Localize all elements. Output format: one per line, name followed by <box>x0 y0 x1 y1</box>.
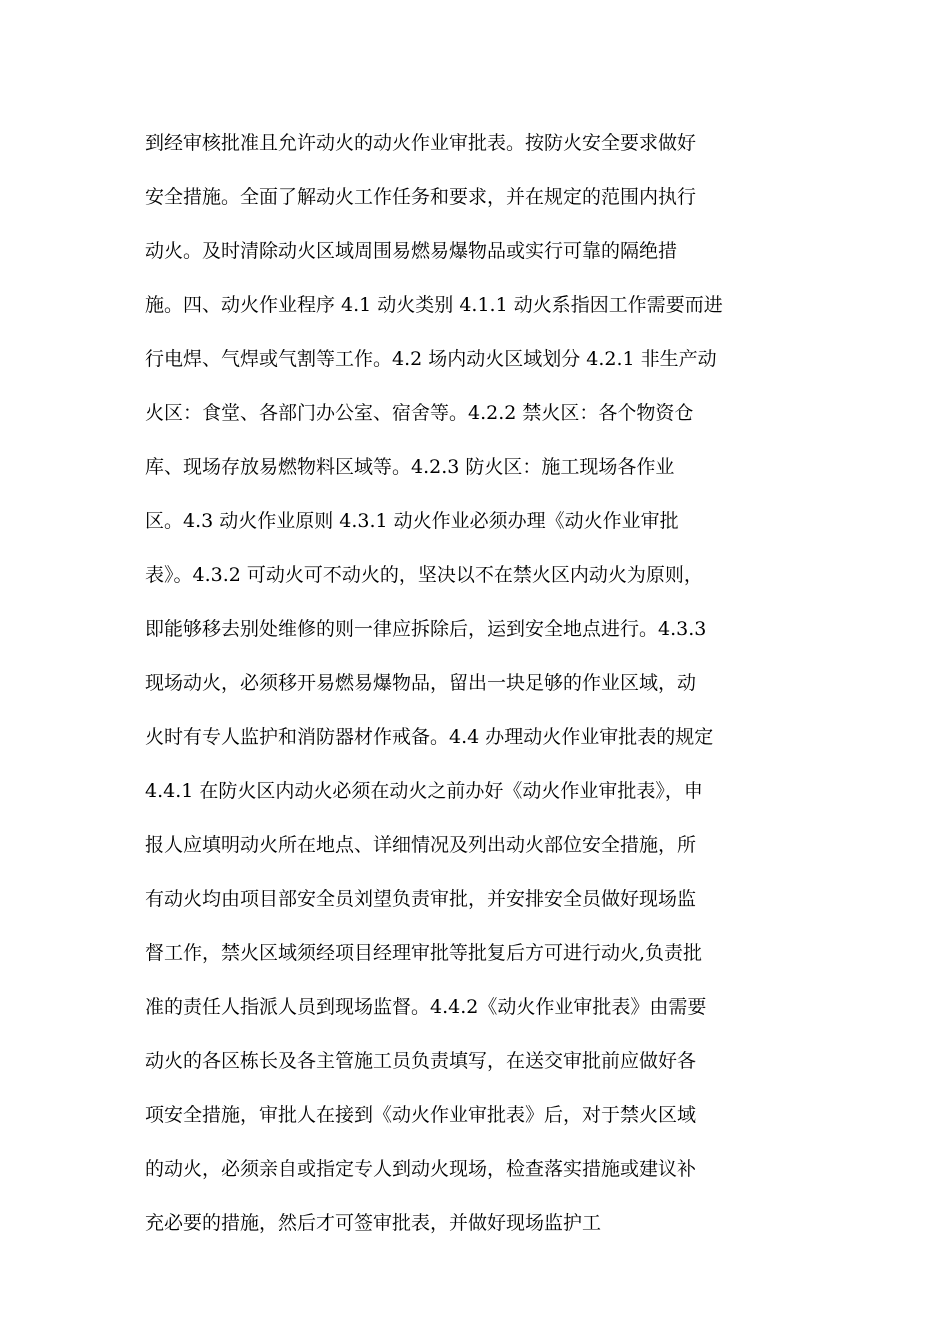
text-line-2: 安全措施。全面了解动火工作任务和要求，并在规定的范围内执行 <box>145 186 697 208</box>
text-line-3: 动火。及时清除动火区域周围易燃易爆物品或实行可靠的隔绝措 <box>145 240 678 262</box>
text-line-11: 现场动火，必须移开易燃易爆物品，留出一块足够的作业区域，动 <box>145 672 697 694</box>
text-line-6: 火区：食堂、各部门办公室、宿舍等。4.2.2 禁火区：各个物资仓 <box>145 402 694 424</box>
text-line-1: 到经审核批准且允许动火的动火作业审批表。按防火安全要求做好 <box>145 132 697 154</box>
text-line-4: 施。四、动火作业程序 4.1 动火类别 4.1.1 动火系指因工作需要而进 <box>145 294 723 316</box>
text-line-15: 有动火均由项目部安全员刘望负责审批，并安排安全员做好现场监 <box>145 888 697 910</box>
text-line-16: 督工作，禁火区域须经项目经理审批等批复后方可进行动火,负责批 <box>145 942 703 964</box>
text-line-14: 报人应填明动火所在地点、详细情况及列出动火部位安全措施，所 <box>145 834 697 856</box>
text-line-8: 区。4.3 动火作业原则 4.3.1 动火作业必须办理《动火作业审批 <box>145 510 679 532</box>
body-text <box>145 116 815 1250</box>
text-line-21: 充必要的措施，然后才可签审批表，并做好现场监护工 <box>145 1212 602 1234</box>
text-line-10: 即能够移去别处维修的则一律应拆除后，运到安全地点进行。4.3.3 <box>145 618 707 640</box>
text-line-17: 准的责任人指派人员到现场监督。4.4.2《动火作业审批表》由需要 <box>145 996 707 1018</box>
text-line-9: 表》。4.3.2 可动火可不动火的，坚决以不在禁火区内动火为原则， <box>145 564 703 586</box>
text-line-18: 动火的各区栋长及各主管施工员负责填写，在送交审批前应做好各 <box>145 1050 697 1072</box>
text-line-19: 项安全措施，审批人在接到《动火作业审批表》后，对于禁火区域 <box>145 1104 697 1126</box>
text-line-12: 火时有专人监护和消防器材作戒备。4.4 办理动火作业审批表的规定 <box>145 726 714 748</box>
text-line-5: 行电焊、气焊或气割等工作。4.2 场内动火区域划分 4.2.1 非生产动 <box>145 348 717 370</box>
text-line-20: 的动火，必须亲自或指定专人到动火现场，检查落实措施或建议补 <box>145 1158 697 1180</box>
text-line-7: 库、现场存放易燃物料区域等。4.2.3 防火区：施工现场各作业 <box>145 456 675 478</box>
text-line-13: 4.4.1 在防火区内动火必须在动火之前办好《动火作业审批表》，申 <box>145 780 703 802</box>
